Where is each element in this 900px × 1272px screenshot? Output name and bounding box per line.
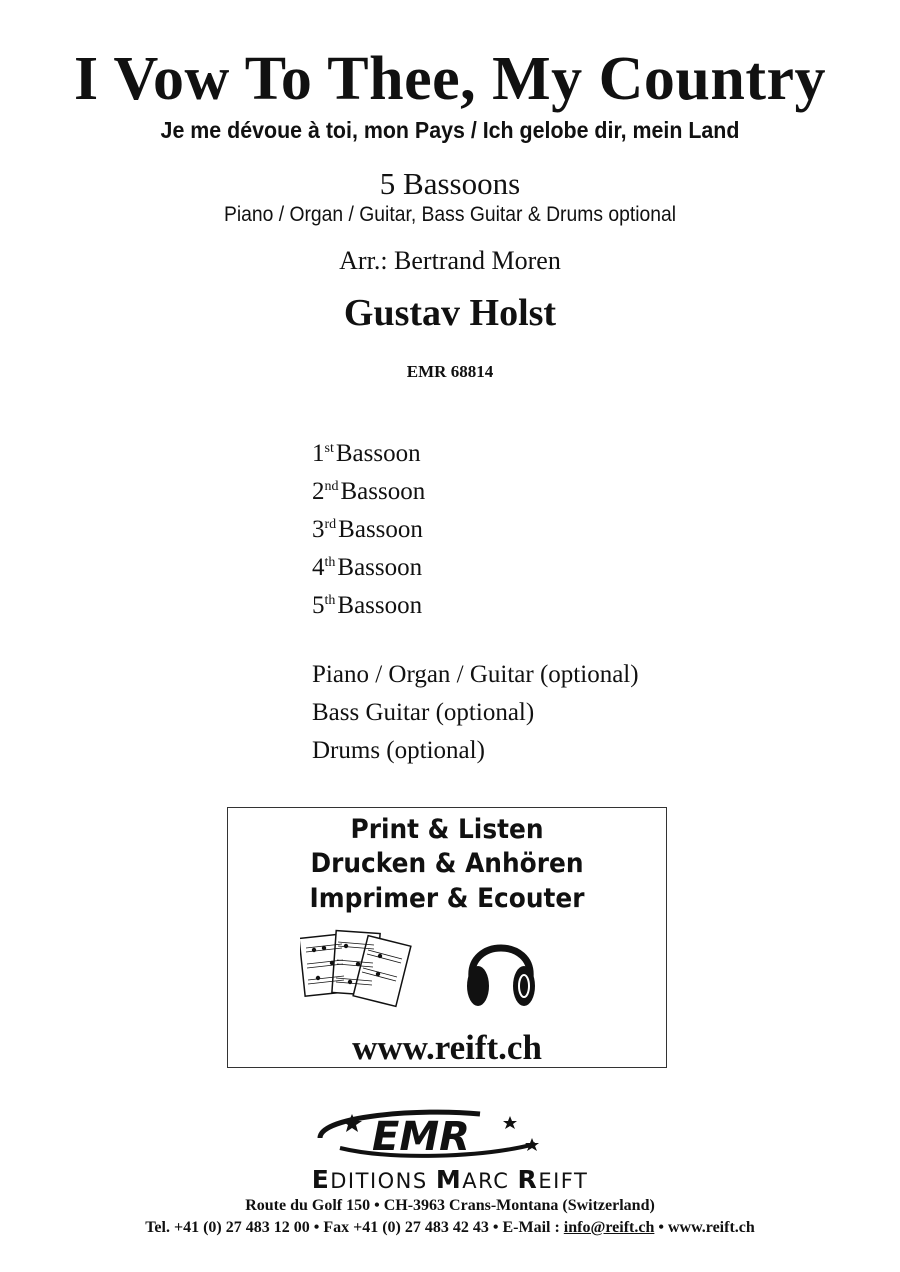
sheet-music-icon (300, 928, 412, 1008)
part-item: 1stBassoon (312, 440, 421, 467)
part-item: 3rdBassoon (312, 516, 423, 543)
part-item: 2ndBassoon (312, 478, 426, 505)
page-title: I Vow To Thee, My Country (73, 45, 827, 113)
promo-website[interactable]: www.reift.ch (352, 1028, 542, 1067)
promo-line-french: Imprimer & Ecouter (309, 883, 585, 914)
composer-name: Gustav Holst (343, 292, 557, 334)
part-item: 5thBassoon (312, 592, 423, 619)
publisher-name: EDITIONS MARC REIFT (311, 1165, 589, 1194)
emr-logo (300, 1108, 560, 1163)
optional-part-item: Bass Guitar (optional) (312, 699, 535, 726)
ensemble-label: 5 Bassoons (379, 166, 521, 201)
optional-part-item: Piano / Organ / Guitar (optional) (312, 661, 639, 688)
promo-line-english: Print & Listen (350, 814, 544, 845)
translated-subtitle: Je me dévoue à toi, mon Pays / Ich gelobe dir, mein Land (160, 117, 740, 143)
optional-instruments: Piano / Organ / Guitar, Bass Guitar & Drums optional (223, 203, 677, 226)
part-item: 4thBassoon (312, 554, 423, 581)
publisher-contact: Tel. +41 (0) 27 483 12 00 • Fax +41 (0) 27 483 42 43 • E-Mail : info@reift.ch • www.reift.ch (145, 1219, 755, 1236)
print-listen-box[interactable] (227, 807, 667, 1068)
parts-list (312, 430, 425, 620)
email-link[interactable]: info@reift.ch (563, 1219, 655, 1236)
promo-line-german: Drucken & Anhören (310, 848, 584, 879)
optional-part-item: Drums (optional) (312, 737, 485, 764)
svg-text:EMR: EMR (372, 1114, 470, 1160)
catalog-number: EMR 68814 (406, 362, 494, 381)
headphones-icon (464, 928, 538, 1012)
arranger-credit: Arr.: Bertrand Moren (339, 246, 561, 275)
optional-parts-list (312, 656, 639, 770)
publisher-address: Route du Golf 150 • CH-3963 Crans-Montana (Switzerland) (245, 1197, 655, 1214)
